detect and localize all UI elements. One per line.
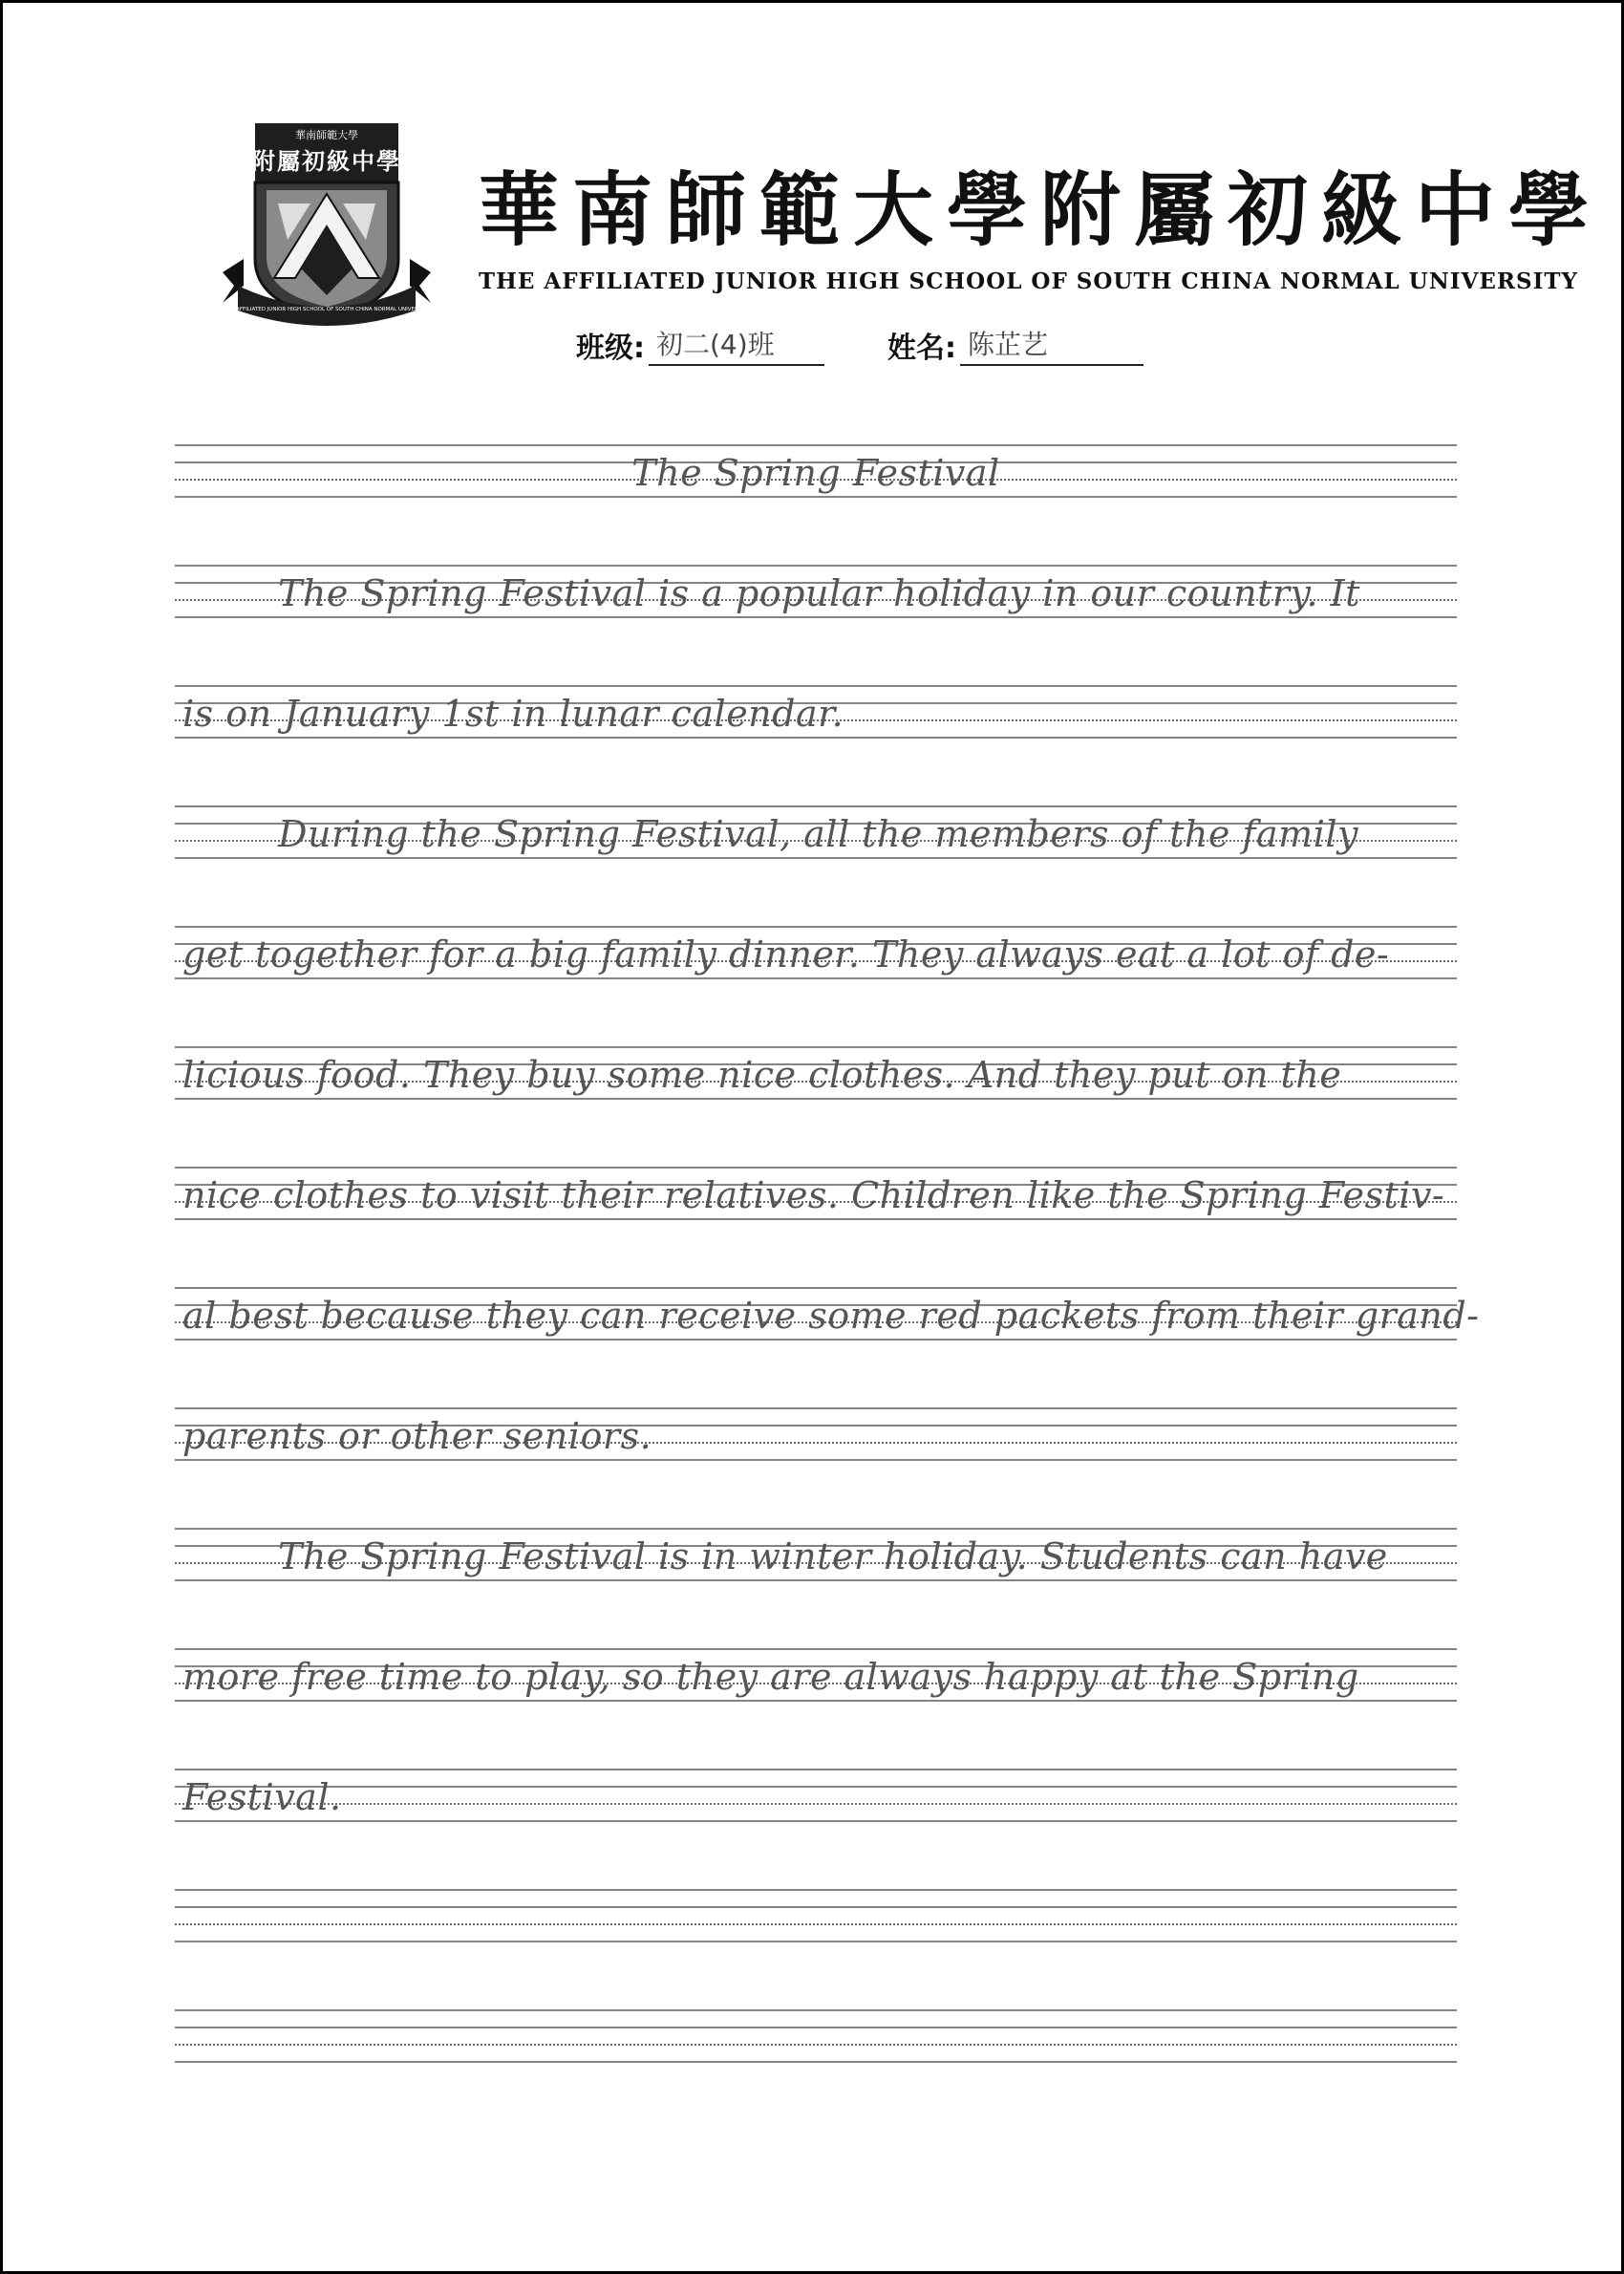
essay-line: The Spring Festival is a popular holiday in our country. It: [278, 572, 1360, 614]
school-name-english: THE AFFILIATED JUNIOR HIGH SCHOOL OF SOUTH CHINA NORMAL UNIVERSITY: [479, 268, 1578, 294]
essay-line: get together for a big family dinner. They always eat a lot of de-: [182, 933, 1390, 976]
essay-line: parents or other seniors.: [182, 1415, 652, 1457]
essay-line: is on January 1st in lunar calendar.: [182, 693, 844, 735]
student-info-fields: [576, 328, 1207, 366]
crest-ribbon-text: THE AFFILIATED JUNIOR HIGH SCHOOL OF SOUTH CHINA NORMAL UNIVERSITY: [224, 307, 430, 312]
essay-title: The Spring Festival: [631, 452, 1000, 494]
essay-line: licious food. They buy some nice clothes. And they put on the: [182, 1054, 1342, 1096]
class-label: 班级:: [576, 332, 645, 365]
essay-line: nice clothes to visit their relatives. Children like the Spring Festiv-: [182, 1174, 1445, 1216]
school-crest-logo: [219, 116, 435, 335]
crest-top-text: 附屬初級中學: [252, 147, 401, 175]
essay-line: During the Spring Festival, all the members of the family: [278, 813, 1358, 855]
name-value: 陈芷艺: [960, 324, 1143, 366]
essay-line: The Spring Festival is in winter holiday. Students can have: [278, 1535, 1388, 1577]
class-value: 初二(4)班: [649, 324, 824, 366]
class-field: [576, 324, 824, 366]
school-name-chinese: 華南師範大學附屬初級中學: [479, 162, 1603, 257]
name-label: 姓名:: [887, 332, 956, 365]
name-field: [887, 324, 1143, 366]
essay-line: more free time to play, so they are always happy at the Spring: [182, 1656, 1359, 1698]
crest-top-small-text: 華南師範大學: [295, 129, 358, 141]
ruled-writing-area: [175, 444, 1480, 2107]
essay-line: al best because they can receive some red packets from their grand-: [182, 1295, 1480, 1337]
essay-line: Festival.: [182, 1776, 342, 1818]
